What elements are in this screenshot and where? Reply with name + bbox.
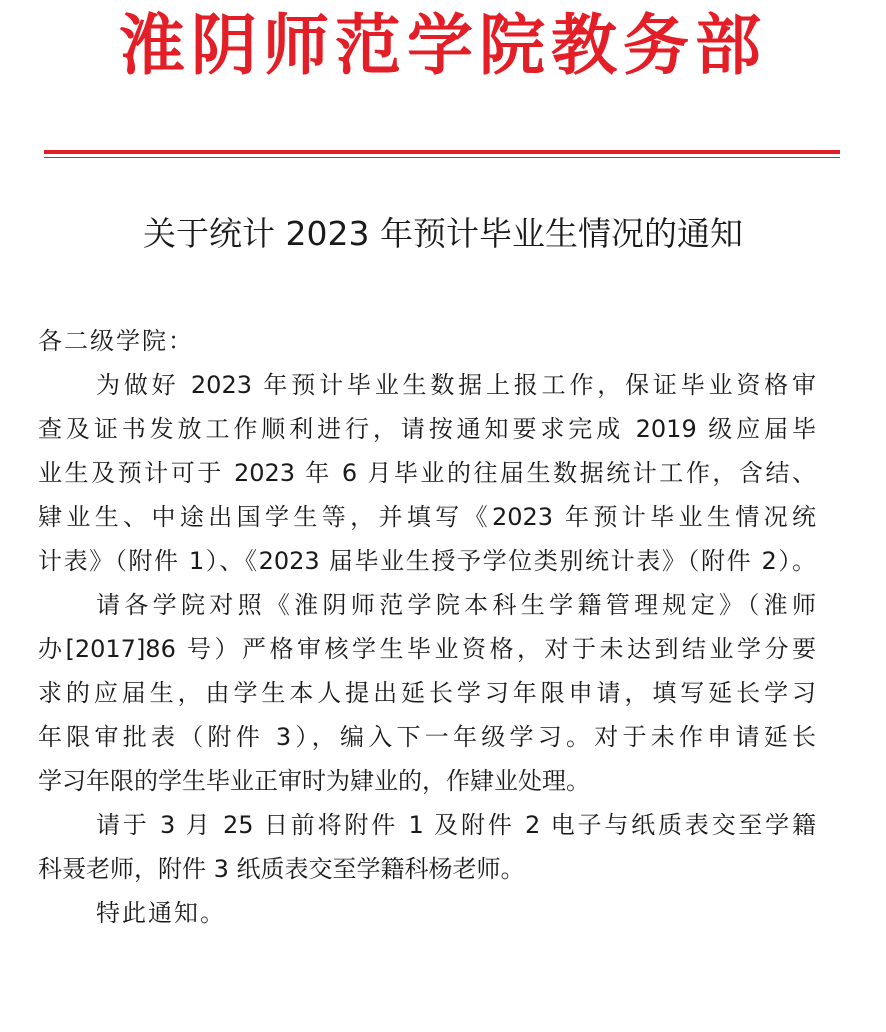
letterhead-rule-thick [44, 150, 840, 154]
paragraph-1-line: 业生及预计可于 2023 年 6 月毕业的往届生数据统计工作，含结、 [38, 459, 816, 487]
paragraph-2-line: 年限审批表（附件 3），编入下一年级学习。对于未作申请延长 [38, 723, 816, 751]
paragraph-2-line: 请各学院对照《淮阴师范学院本科生学籍管理规定》（淮师 [96, 591, 816, 619]
notice-title: 关于统计 2023 年预计毕业生情况的通知 [143, 214, 743, 253]
closing-remark: 特此通知。 [96, 899, 226, 927]
paragraph-1-line: 为做好 2023 年预计毕业生数据上报工作，保证毕业资格审 [96, 371, 816, 399]
paragraph-3-line: 请于 3 月 25 日前将附件 1 及附件 2 电子与纸质表交至学籍 [96, 811, 816, 839]
paragraph-2-line: 求的应届生，由学生本人提出延长学习年限申请，填写延长学习 [38, 679, 816, 707]
paragraph-1-line: 计表》（附件 1）、《2023 届毕业生授予学位类别统计表》（附件 2）。 [38, 547, 816, 575]
notice-body [38, 319, 816, 935]
paragraph-3-line: 科聂老师，附件 3 纸质表交至学籍科杨老师。 [38, 855, 525, 883]
paragraph-1-line: 查及证书发放工作顺利进行，请按通知要求完成 2019 级应届毕 [38, 415, 816, 443]
paragraph-2-line: 办[2017]86 号）严格审核学生毕业资格，对于未达到结业学分要 [38, 635, 816, 663]
paragraph-1-line: 肄业生、中途出国学生等，并填写《2023 年预计毕业生情况统 [38, 503, 816, 531]
letterhead-title: 淮阴师范学院教务部 [119, 6, 767, 84]
paragraph-2-line: 学习年限的学生毕业正审时为肄业的，作肄业处理。 [38, 767, 590, 795]
letterhead-rule-thin [44, 157, 840, 158]
salutation: 各二级学院： [38, 327, 194, 355]
